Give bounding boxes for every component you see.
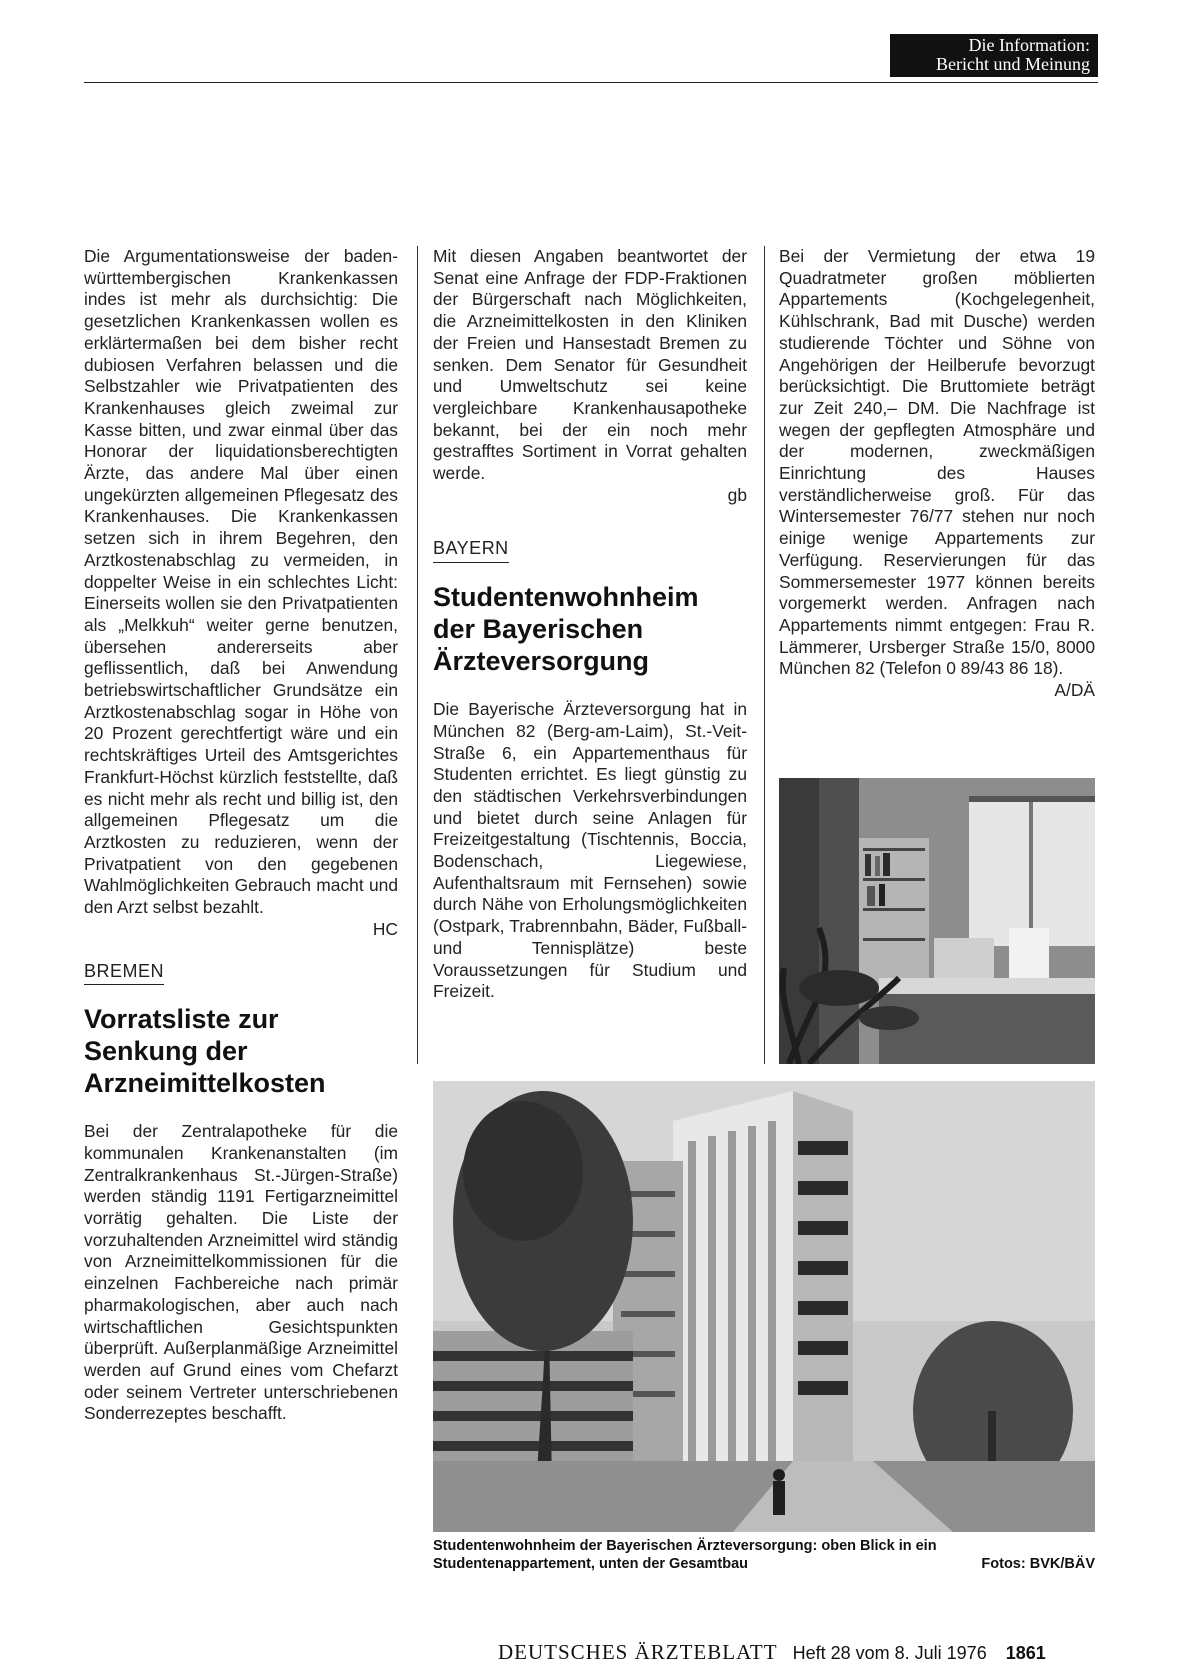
caption-text: Studentenwohnheim der Bayerischen Ärzteversorgung: oben Blick in ein Studentenappartement, unten der Gesamtbau: [433, 1538, 937, 1572]
column-2-paragraph: Mit diesen Angaben beantwortet der Senat eine Anfrage der FDP-Fraktionen der Bürgerschaft nach Möglichkeiten, die Arzneimittelkosten in den Kliniken der Freien und Hansestadt Bremen zu senken. Dem Senator für Gesundheit und Umweltschutz sei keine vergleichbare Krankenhausapotheke bekannt, bei der ein noch mehr gestrafftes Sortiment in Vorrat gehalten werde.: [433, 246, 747, 484]
badge-line-2: Bericht und Meinung: [936, 54, 1090, 74]
headline-bayern: Studentenwohnheim der Bayerischen Ärzteversorgung: [433, 582, 699, 677]
issue-info: Heft 28 vom 8. Juli 1976: [792, 1643, 987, 1663]
apartment-interior-photo: [779, 778, 1095, 1064]
column-divider-1: [417, 246, 418, 1064]
article-bremen: Bei der Zentralapotheke für die kommunalen Krankenanstalten (im Zentralkrankenhaus St.-Jürgen-Straße) werden ständig 1191 Fertigarzneimittel vorrätig gehalten. Die Liste der vorzuhaltenden Arzneimittel wird ständig von Arzneimittelkommissionen für die einzelnen Fachbereiche nach primär pharmakologischen, aber auch nach wirtschaftlichen Gesichtspunkten überprüft. Außerplanmäßige Arzneimittel werden auf Grund eines vom Chefarzt oder seinem Vertreter unterschriebenen Sonderrezeptes beschafft.: [84, 1121, 398, 1424]
column-3-paragraph: Bei der Vermietung der etwa 19 Quadratmeter großen möblierten Appartements (Kochgelegenheit, Kühlschrank, Bad mit Dusche) werden studierende Töchter und Söhne von Angehörigen der Heilberufe bevorzugt berücksichtigt. Die Bruttomiete beträgt zur Zeit 240,– DM. Die Nachfrage ist wegen der gepflegten Atmosphäre und der modernen, zweckmäßigen Einrichtung des Hauses verständlicherweise groß. Für das Wintersemester 76/77 stehen nur noch einige wenige Appartements zur Verfügung. Reservierungen für das Sommersemester 1977 können bereits vorgemerkt werden. Anfragen nach Appartements nimmt entgegen: Frau R. Lämmerer, Ursberger Straße 15/0, 8000 München 82 (Telefon 0 89/43 86 18).: [779, 246, 1095, 679]
header-rule: [84, 82, 1098, 83]
photo-caption: [433, 1537, 1095, 1573]
column-1-signature: HC: [372, 918, 398, 939]
column-2-signature: gb: [727, 484, 747, 505]
column-divider-2: [764, 246, 765, 1064]
column-3-signature: A/DÄ: [1054, 680, 1095, 701]
page-footer: [498, 1640, 1095, 1665]
section-badge: [890, 34, 1098, 77]
article-bayern: Die Bayerische Ärzteversorgung hat in München 82 (Berg-am-Laim), St.-Veit-Straße 6, ein Appartementhaus für Studenten errichtet. Es liegt günstig zu den städtischen Verkehrsverbindungen und bietet durch seine Anlagen für Freizeitgestaltung (Tischtennis, Boccia, Bodenschach, Liegewiese, Aufenthaltsraum mit Fernsehen) sowie durch Nähe von Erholungsmöglichkeiten (Ostpark, Trabrennbahn, Bäder, Fußball- und Tennisplätze) beste Voraussetzungen für Studium und Freizeit.: [433, 699, 747, 1002]
column-1: [84, 246, 398, 1425]
page-number: 1861: [1005, 1643, 1046, 1663]
photo-credit: Fotos: BVK/BÄV: [981, 1556, 1095, 1572]
journal-name: DEUTSCHES ÄRZTEBLATT: [498, 1640, 778, 1664]
column-2: [433, 246, 747, 1003]
column-3: [779, 246, 1095, 702]
building-exterior-photo: [433, 1081, 1095, 1532]
column-1-paragraph: Die Argumentationsweise der baden-württembergischen Krankenkassen indes ist mehr als durchsichtig: Die gesetzlichen Krankenkassen wollen es erklärtermaßen bei dem bisher recht dubiosen Verfahren belassen und die Selbstzahler wie Privatpatienten des Krankenhauses gleich zweimal zur Kasse bitten, und zwar einmal über das Honorar der liquidationsberechtigten Ärzte, das andere Mal über einen ungekürzten allgemeinen Pflegesatz des Krankenhauses. Die Krankenkassen setzen sich in ihrem Begehren, den Arztkostenabschlag zu vermeiden, in doppelter Weise in ein schlechtes Licht: Einerseits wollen sie den Privatpatienten als „Melkkuh“ weiter gerne benutzen, übersehen andererseits aber geflissentlich, daß bei Anwendung betriebswirtschaftlicher Grundsätze ein Arztkostenabschlag sogar in Höhe von 20 Prozent gerechtfertigt wäre und ein rechtskräftiges Urteil des Amtsgerichtes Frankfurt-Höchst kürzlich feststellte, daß es nicht mehr als recht und billig ist, den allgemeinen Pflegesatz um die Arztkosten zu reduzieren, wenn der Privatpatient von den gegebenen Wahlmöglichkeiten Gebrauch macht und den Arzt selbst bezahlt.: [84, 246, 398, 918]
badge-line-1: Die Information:: [968, 35, 1090, 55]
region-label-bayern: BAYERN: [433, 538, 509, 563]
headline-bremen: Vorratsliste zur Senkung der Arzneimittelkosten: [84, 1004, 326, 1099]
region-label-bremen: BREMEN: [84, 961, 164, 986]
